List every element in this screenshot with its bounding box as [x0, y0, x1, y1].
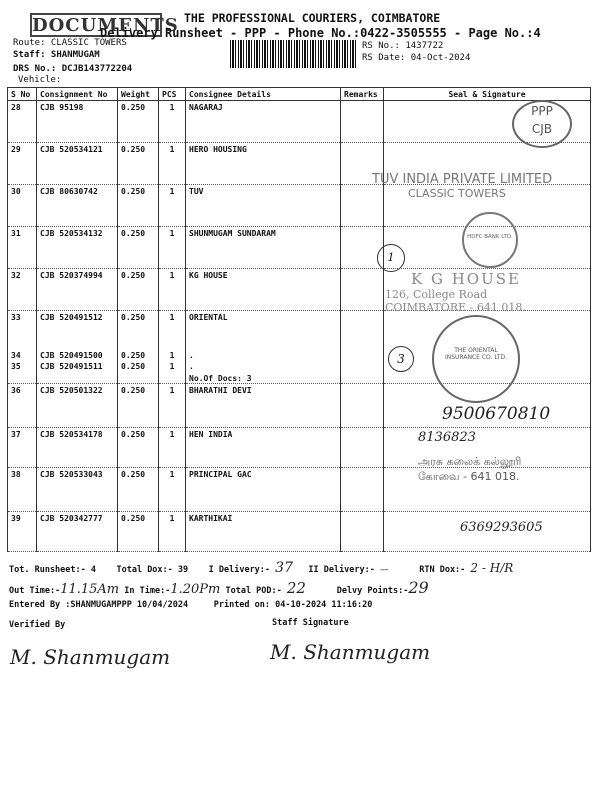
cell-consignee: SHUNMUGAM SUNDARAM	[186, 227, 341, 269]
circled-mark-1: 1	[377, 244, 405, 272]
col-sno: S No	[8, 88, 37, 101]
cell-weight: 0.250	[118, 360, 159, 384]
kg-stamp-line3: COIMBATORE - 641 018.	[385, 301, 526, 314]
documents-stamp: DOCUMENTS	[32, 15, 179, 36]
total-pod-label: Total POD:-	[225, 586, 282, 596]
consignee-dot: .	[189, 361, 194, 371]
rtn-dox-value: 2 - H/R	[470, 561, 514, 575]
total-dox: Total Dox:- 39	[116, 565, 189, 575]
cell-weight: 0.250	[118, 101, 159, 143]
totals-line	[9, 560, 513, 576]
ii-delivery-value: —	[380, 565, 389, 575]
cell-remarks	[341, 311, 384, 349]
tamil-college-stamp	[418, 455, 521, 485]
cell-consignee: KARTHIKAI	[186, 511, 341, 551]
table-row	[8, 101, 591, 143]
cell-sno: 35	[8, 360, 37, 384]
cell-consignee: BHARATHI DEVI	[186, 383, 341, 427]
cell-consignment: CJB 520491511	[37, 360, 118, 384]
cell-consignment: CJB 520501322	[37, 383, 118, 427]
tuv-stamp-line2: CLASSIC TOWERS	[408, 187, 506, 200]
col-weight: Weight	[118, 88, 159, 101]
cell-consignment: CJB 520534178	[37, 427, 118, 467]
rtn-dox-label: RTN Dox:-	[419, 565, 466, 575]
signature-left: M. Shanmugam	[10, 645, 171, 669]
kg-house-stamp	[385, 270, 526, 314]
kg-stamp-line1: K G HOUSE	[411, 270, 521, 288]
times-line	[9, 578, 429, 597]
cell-consignee: NAGARAJ	[186, 101, 341, 143]
cell-sno: 33	[8, 311, 37, 349]
entered-by: Entered By :SHANMUGAMPPP 10/04/2024	[9, 600, 189, 610]
ii-delivery-label: II Delivery:-	[308, 565, 375, 575]
col-consignment: Consignment No	[37, 88, 118, 101]
cell-sno: 29	[8, 143, 37, 185]
cell-weight: 0.250	[118, 511, 159, 551]
cell-remarks	[341, 101, 384, 143]
signature-right: M. Shanmugam	[270, 640, 431, 664]
out-time-label: Out Time:-	[9, 586, 61, 596]
cell-pcs: 1	[159, 143, 186, 185]
tamil-stamp-line1: அரசு கலைக் கல்லூரி	[418, 455, 522, 468]
printed-on: Printed on: 04-10-2024 11:16:20	[213, 600, 373, 610]
cell-consignment: CJB 95198	[37, 101, 118, 143]
ppp-stamp-top: PPP	[531, 104, 553, 118]
cell-pcs: 1	[159, 360, 186, 384]
cell-pcs: 1	[159, 185, 186, 227]
cell-weight: 0.250	[118, 311, 159, 349]
drs-number: DRS No.: DCJB143772204	[13, 64, 133, 74]
cell-weight: 0.250	[118, 185, 159, 227]
cell-pcs: 1	[159, 511, 186, 551]
cell-sno: 39	[8, 511, 37, 551]
cell-consignment: CJB 520374994	[37, 269, 118, 311]
cell-consignee: ORIENTAL	[186, 311, 341, 349]
tuv-stamp-line1: TUV INDIA PRIVATE LIMITED	[372, 172, 553, 187]
cell-consignment: CJB 520533043	[37, 467, 118, 511]
oriental-round-stamp	[432, 315, 520, 403]
cell-consignment: CJB 520534132	[37, 227, 118, 269]
delvy-points-value: 29	[408, 578, 429, 597]
cell-remarks	[341, 511, 384, 551]
cell-consignee	[186, 360, 341, 384]
cell-remarks	[341, 427, 384, 467]
tamil-stamp-line2: கோவை - 641 018.	[418, 470, 520, 483]
cell-sno: 32	[8, 269, 37, 311]
cell-weight: 0.250	[118, 227, 159, 269]
col-pcs: PCS	[159, 88, 186, 101]
total-pod-value: 22	[286, 579, 306, 597]
cell-remarks	[341, 269, 384, 311]
runsheet-subtitle: Delivery Runsheet - PPP - Phone No.:0422-3505555 - Page No.:4	[100, 26, 541, 40]
cell-consignment: CJB 80630742	[37, 185, 118, 227]
cell-consignee: HERO HOUSING	[186, 143, 341, 185]
cell-pcs: 1	[159, 467, 186, 511]
cell-weight: 0.250	[118, 467, 159, 511]
rs-date: RS Date: 04-Oct-2024	[362, 53, 471, 63]
cell-pcs: 1	[159, 383, 186, 427]
kg-stamp-line2: 126, College Road	[385, 288, 488, 301]
oriental-stamp-text: THE ORIENTAL INSURANCE CO. LTD.	[444, 347, 508, 361]
col-seal: Seal & Signature	[384, 88, 591, 101]
tot-runsheet: Tot. Runsheet:- 4	[9, 565, 96, 575]
cell-weight: 0.250	[118, 427, 159, 467]
cell-remarks	[341, 349, 384, 360]
ppp-cjb-stamp	[512, 100, 572, 148]
cell-pcs: 1	[159, 349, 186, 360]
handwritten-phone-39: 6369293605	[460, 520, 543, 535]
handwritten-phone-37: 8136823	[418, 430, 476, 445]
company-title: THE PROFESSIONAL COURIERS, COIMBATORE	[184, 11, 441, 25]
cell-sno: 30	[8, 185, 37, 227]
cell-sno: 28	[8, 101, 37, 143]
cell-sno: 31	[8, 227, 37, 269]
tuv-stamp	[372, 172, 552, 200]
docs-count: No.Of Docs: 3	[189, 373, 252, 383]
cell-remarks	[341, 467, 384, 511]
cell-consignee: TUV	[186, 185, 341, 227]
barcode	[230, 40, 358, 68]
out-time-value: 11.15Am	[60, 582, 120, 597]
staff-label: Staff: SHANMUGAM	[13, 50, 100, 60]
cell-consignment: CJB 520534121	[37, 143, 118, 185]
route-label: Route: CLASSIC TOWERS	[13, 38, 127, 48]
cell-remarks	[341, 383, 384, 427]
handwritten-phone-36: 9500670810	[442, 404, 551, 424]
table-header-row	[8, 88, 591, 101]
cell-pcs: 1	[159, 227, 186, 269]
cell-weight: 0.250	[118, 143, 159, 185]
hdfc-stamp-text: HDFC BANK LTD.	[467, 234, 513, 240]
ppp-stamp-bottom: CJB	[531, 122, 553, 136]
cell-pcs: 1	[159, 269, 186, 311]
hdfc-round-stamp	[462, 212, 518, 268]
cell-consignee: HEN INDIA	[186, 427, 341, 467]
circled-mark-3: 3	[388, 346, 414, 372]
col-remarks: Remarks	[341, 88, 384, 101]
cell-pcs: 1	[159, 101, 186, 143]
cell-consignee: KG HOUSE	[186, 269, 341, 311]
cell-pcs: 1	[159, 427, 186, 467]
col-consignee: Consignee Details	[186, 88, 341, 101]
cell-consignee: PRINCIPAL GAC	[186, 467, 341, 511]
cell-consignment: CJB 520491500	[37, 349, 118, 360]
cell-sno: 36	[8, 383, 37, 427]
vehicle-label: Vehicle:	[18, 75, 62, 85]
cell-weight: 0.250	[118, 383, 159, 427]
cell-sno: 34	[8, 349, 37, 360]
entered-line	[9, 600, 372, 610]
rs-number: RS No.: 1437722	[362, 41, 444, 51]
cell-consignee: .	[186, 349, 341, 360]
cell-weight: 0.250	[118, 269, 159, 311]
i-delivery-value: 37	[275, 560, 293, 576]
cell-pcs: 1	[159, 311, 186, 349]
in-time-value: 1.20Pm	[170, 582, 221, 597]
cell-remarks	[341, 360, 384, 384]
cell-weight: 0.250	[118, 349, 159, 360]
cell-sno: 37	[8, 427, 37, 467]
verified-by-label: Verified By	[9, 620, 66, 630]
cell-consignment: CJB 520342777	[37, 511, 118, 551]
i-delivery-label: I Delivery:-	[208, 565, 271, 575]
staff-signature-label: Staff Signature	[272, 618, 349, 628]
delvy-points-label: Delvy Points:-	[336, 586, 409, 596]
in-time-label: In Time:-	[124, 586, 171, 596]
cell-sno: 38	[8, 467, 37, 511]
cell-consignment: CJB 520491512	[37, 311, 118, 349]
